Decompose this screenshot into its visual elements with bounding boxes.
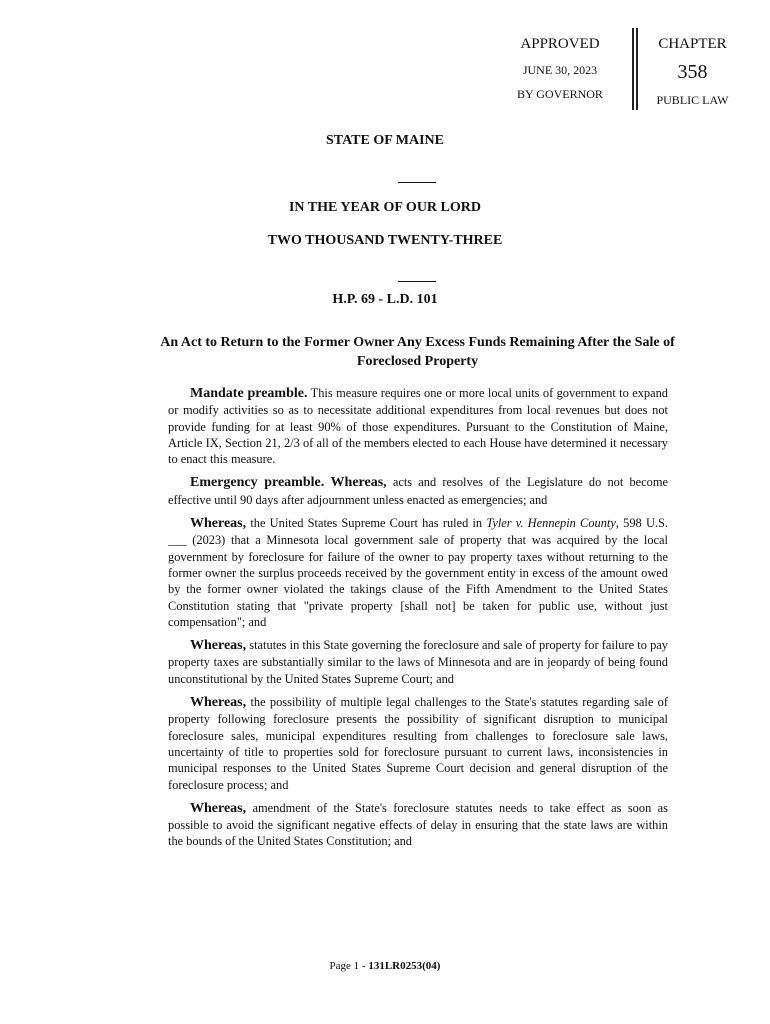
header-divider-right xyxy=(636,28,638,110)
approved-label: APPROVED xyxy=(520,36,600,52)
para-text: the possibility of multiple legal challenges to the State's statutes regarding sale of property following foreclosure presents the possibility of significant disruption to municipal foreclosure sales, municipal expenditures resulting from challenges to foreclosure sale laws, uncertainty of title to properties sold for foreclosure pursuant to current laws, inconsistencies in municipal responses to the United States Supreme Court decision and general disruption of the foreclosure process; and xyxy=(168,695,668,792)
mandate-preamble xyxy=(168,385,668,467)
para-lead: Whereas, xyxy=(190,638,247,654)
page-number: Page 1 - xyxy=(329,960,369,972)
para-text: This measure requires one or more local units of government to expand or modify activities so as to necessitate additional expenditures from local revenues but does not provide funding for at least 90% of those expenditures. Pursuant to the Constitution of Maine, Article IX, Section 21, 2/3 of all of the members elected to each House have determined it necessary to enact this measure. xyxy=(168,386,668,467)
emergency-preamble xyxy=(168,474,668,508)
separator-2 xyxy=(398,281,436,282)
document-body xyxy=(168,385,668,857)
para-lead: Whereas, xyxy=(190,695,247,711)
approval-date: JUNE 30, 2023 xyxy=(522,63,598,77)
year-line-2: TWO THOUSAND TWENTY-THREE xyxy=(267,233,503,248)
document-code: 131LR0253(04) xyxy=(368,960,441,972)
whereas-tyler xyxy=(168,515,668,630)
para-lead: Whereas, xyxy=(190,516,247,532)
act-title: An Act to Return to the Former Owner Any Excess Funds Remaining After the Sale of Foreclosed Property xyxy=(160,335,675,369)
whereas-challenges xyxy=(168,694,668,793)
separator-1 xyxy=(398,182,436,183)
para-text-before: the United States Supreme Court has ruled in xyxy=(246,516,487,531)
header-divider-left xyxy=(632,28,634,110)
para-text: acts and resolves of the Legislature do not become effective until 90 days after adjournment unless enacted as emergencies; and xyxy=(168,475,668,507)
case-citation: Tyler v. Hennepin County xyxy=(486,516,616,531)
approval-block xyxy=(490,35,630,101)
bill-number: H.P. 69 - L.D. 101 xyxy=(332,292,438,307)
whereas-statutes xyxy=(168,637,668,687)
whereas-amendment xyxy=(168,800,668,850)
para-lead: Emergency preamble. Whereas, xyxy=(190,475,387,491)
para-text: statutes in this State governing the foreclosure and sale of property for failure to pay property taxes are substantially similar to the laws of Minnesota and are in jeopardy of being found unconstitutional by the United States Supreme Court; and xyxy=(168,638,668,686)
chapter-label: CHAPTER xyxy=(658,36,727,52)
page-footer xyxy=(0,960,770,972)
approved-by: BY GOVERNOR xyxy=(517,87,603,101)
law-type: PUBLIC LAW xyxy=(656,93,729,107)
para-text: , 598 U.S. ___ (2023) that a Minnesota local government sale of property that was acquired by the local government by foreclosure for failure of the owner to pay property taxes without returning to the former owner the surplus proceeds received by the government entity in excess of the amount owed by the former owner violated the takings clause of the Fifth Amendment to the United States Constitution stating that "private property [shall not] be taken for public use, without just compensation"; and xyxy=(168,516,668,629)
chapter-number: 358 xyxy=(677,61,708,83)
para-text: amendment of the State's foreclosure statutes needs to take effect as soon as possible to avoid the significant negative effects of delay in ensuring that the state laws are within the bounds of the United States Constitution; and xyxy=(168,800,668,849)
state-heading: STATE OF MAINE xyxy=(326,133,444,148)
para-lead: Whereas, xyxy=(190,800,247,816)
para-lead: Mandate preamble. xyxy=(190,386,308,401)
chapter-block xyxy=(645,35,740,107)
year-line-1: IN THE YEAR OF OUR LORD xyxy=(288,200,481,215)
